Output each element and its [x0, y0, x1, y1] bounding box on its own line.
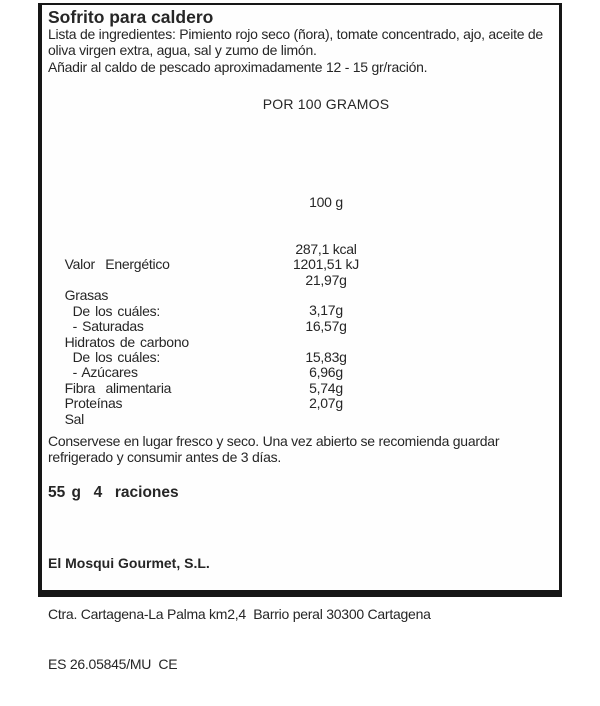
nutrition-row-label: Valor Energético: [64, 256, 170, 273]
nutrition-row-value: 21,97g: [305, 271, 347, 288]
nutrition-row-value: 5,74g: [309, 379, 343, 396]
nutrition-row-label: - Saturadas: [72, 318, 144, 335]
label-border-box: [38, 3, 562, 672]
nutrition-row-value: 6,96g: [309, 364, 343, 381]
nutrition-column-header: 100 g: [309, 193, 343, 210]
nutrition-row-value: 16,57g: [305, 317, 347, 334]
nutrition-row-label: Proteínas: [64, 395, 123, 412]
nutrition-table: [42, 163, 559, 443]
nutrition-row-value: 3,17g: [309, 302, 343, 319]
manufacturer-address: Ctra. Cartagena-La Palma km2,4 Barrio peral 30300 Cartagena: [48, 605, 431, 622]
table-row: [42, 257, 559, 272]
nutrition-row-label: Grasas: [64, 287, 109, 304]
nutrition-rows-host: [42, 240, 559, 427]
nutrition-section-title: POR 100 GRAMOS: [262, 96, 390, 112]
nutrition-row-label: - Azúcares: [72, 364, 138, 381]
table-row: [42, 317, 559, 350]
nutrition-row-label: Fibra alimentaria: [64, 379, 172, 396]
nutrition-row-label: Sal: [64, 410, 85, 427]
nutrition-row-label: De los cuáles:: [72, 302, 160, 319]
nutrition-column-header-row: [42, 195, 559, 210]
nutrition-row-value: 287,1 kcal: [295, 240, 357, 257]
nutrition-row-value: 15,83g: [305, 348, 347, 365]
manufacturer-registry: ES 26.05845/MU CE: [48, 655, 178, 672]
nutrition-row-value: 2,07g: [309, 395, 343, 411]
nutrition-row-label: Hidratos de carbono: [64, 333, 189, 350]
storage-instructions-text: Conservese en lugar fresco y seco. Una vez abierto se recomienda guardar refrigerado y consumir antes de 3 días.: [48, 433, 503, 465]
net-weight-text: 55 g 4 raciones: [48, 484, 179, 501]
table-row: [42, 395, 559, 427]
nutrition-row-value: 1201,51 kJ: [293, 256, 359, 273]
table-row: [42, 271, 559, 304]
nutrition-row-label: De los cuáles:: [72, 349, 160, 366]
usage-instructions-text: Añadir al caldo de pescado aproximadamente 12 - 15 gr/ración.: [48, 59, 428, 75]
ingredients-text: Lista de ingredientes: Pimiento rojo seco (ñora), tomate concentrado, ajo, aceite de oliva virgen extra, agua, sal y zumo de limón.: [48, 26, 547, 58]
page-title: Sofrito para caldero: [48, 7, 214, 27]
manufacturer-name: El Mosqui Gourmet, S.L.: [48, 555, 210, 572]
manufacturer-block: [48, 522, 553, 706]
